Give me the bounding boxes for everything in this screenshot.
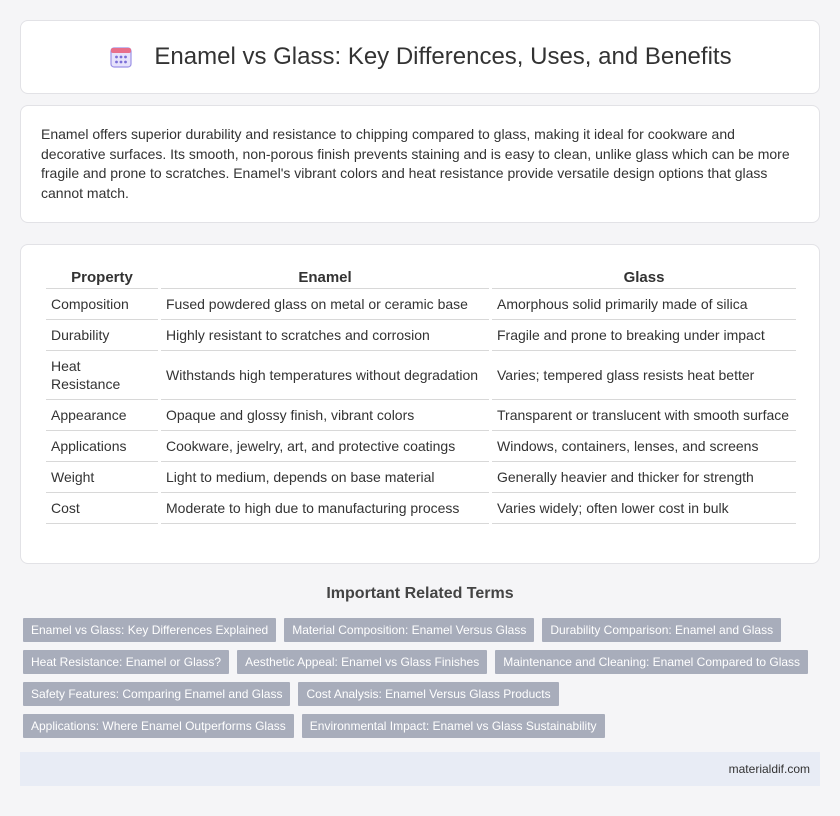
tag-row <box>23 714 823 738</box>
comparison-table-card <box>20 244 820 564</box>
intro-card <box>20 105 820 223</box>
table-row <box>46 289 796 320</box>
intro-paragraph: Enamel offers superior durability and resistance to chipping compared to glass, making it ideal for cookware and decorative surfaces. Its smooth, non-porous finish prevents staining and is easy to clean, unlike glass which can be more fragile and prone to scratches. Enamel's vibrant colors and heat resistance provide versatile design options that glass cannot match. <box>41 126 790 201</box>
column-header-enamel: Enamel <box>161 265 489 289</box>
related-term-tag[interactable]: Maintenance and Cleaning: Enamel Compared to Glass <box>495 650 808 674</box>
table-cell-enamel: Withstands high temperatures without degradation <box>161 351 489 400</box>
related-term-tag[interactable]: Safety Features: Comparing Enamel and Glass <box>23 682 290 706</box>
table-cell-glass: Fragile and prone to breaking under impact <box>492 320 796 351</box>
table-cell-glass: Varies widely; often lower cost in bulk <box>492 493 796 524</box>
related-term-tag[interactable]: Material Composition: Enamel Versus Glass <box>284 618 534 642</box>
table-cell-enamel: Opaque and glossy finish, vibrant colors <box>161 400 489 431</box>
table-cell-property: Composition <box>46 289 158 320</box>
calendar-icon <box>108 44 134 70</box>
related-term-tag[interactable]: Heat Resistance: Enamel or Glass? <box>23 650 229 674</box>
table-cell-property: Applications <box>46 431 158 462</box>
table-cell-glass: Windows, containers, lenses, and screens <box>492 431 796 462</box>
table-row <box>46 400 796 431</box>
related-term-tag[interactable]: Environmental Impact: Enamel vs Glass Sustainability <box>302 714 605 738</box>
table-row <box>46 462 796 493</box>
related-term-tag[interactable]: Cost Analysis: Enamel Versus Glass Products <box>298 682 558 706</box>
column-header-property: Property <box>46 265 158 289</box>
tag-row <box>23 682 823 706</box>
table-cell-property: Durability <box>46 320 158 351</box>
tag-row <box>23 618 823 642</box>
page-title: Enamel vs Glass: Key Differences, Uses, and Benefits <box>154 43 732 70</box>
table-cell-property: Weight <box>46 462 158 493</box>
table-row <box>46 351 796 400</box>
table-header-row <box>46 265 796 289</box>
related-term-tag[interactable]: Durability Comparison: Enamel and Glass <box>542 618 781 642</box>
table-cell-enamel: Light to medium, depends on base material <box>161 462 489 493</box>
column-header-glass: Glass <box>492 265 796 289</box>
table-cell-property: Heat Resistance <box>46 351 158 400</box>
footer <box>20 752 820 786</box>
table-cell-enamel: Moderate to high due to manufacturing process <box>161 493 489 524</box>
table-cell-property: Cost <box>46 493 158 524</box>
related-term-tag[interactable]: Aesthetic Appeal: Enamel vs Glass Finishes <box>237 650 487 674</box>
table-cell-property: Appearance <box>46 400 158 431</box>
related-term-tag[interactable]: Enamel vs Glass: Key Differences Explained <box>23 618 276 642</box>
table-cell-glass: Transparent or translucent with smooth surface <box>492 400 796 431</box>
table-cell-enamel: Fused powdered glass on metal or ceramic base <box>161 289 489 320</box>
table-cell-enamel: Cookware, jewelry, art, and protective coatings <box>161 431 489 462</box>
related-terms-tags <box>23 618 823 746</box>
table-row <box>46 320 796 351</box>
tag-row <box>23 650 823 674</box>
related-terms-title: Important Related Terms <box>326 585 514 602</box>
table-cell-glass: Generally heavier and thicker for strength <box>492 462 796 493</box>
header-inner <box>21 21 819 93</box>
table-row <box>46 431 796 462</box>
table-row <box>46 493 796 524</box>
table-cell-enamel: Highly resistant to scratches and corrosion <box>161 320 489 351</box>
related-term-tag[interactable]: Applications: Where Enamel Outperforms Glass <box>23 714 294 738</box>
comparison-table <box>43 265 799 524</box>
table-cell-glass: Amorphous solid primarily made of silica <box>492 289 796 320</box>
header-card <box>20 20 820 94</box>
table-cell-glass: Varies; tempered glass resists heat better <box>492 351 796 400</box>
footer-site-link[interactable]: materialdif.com <box>728 762 810 776</box>
